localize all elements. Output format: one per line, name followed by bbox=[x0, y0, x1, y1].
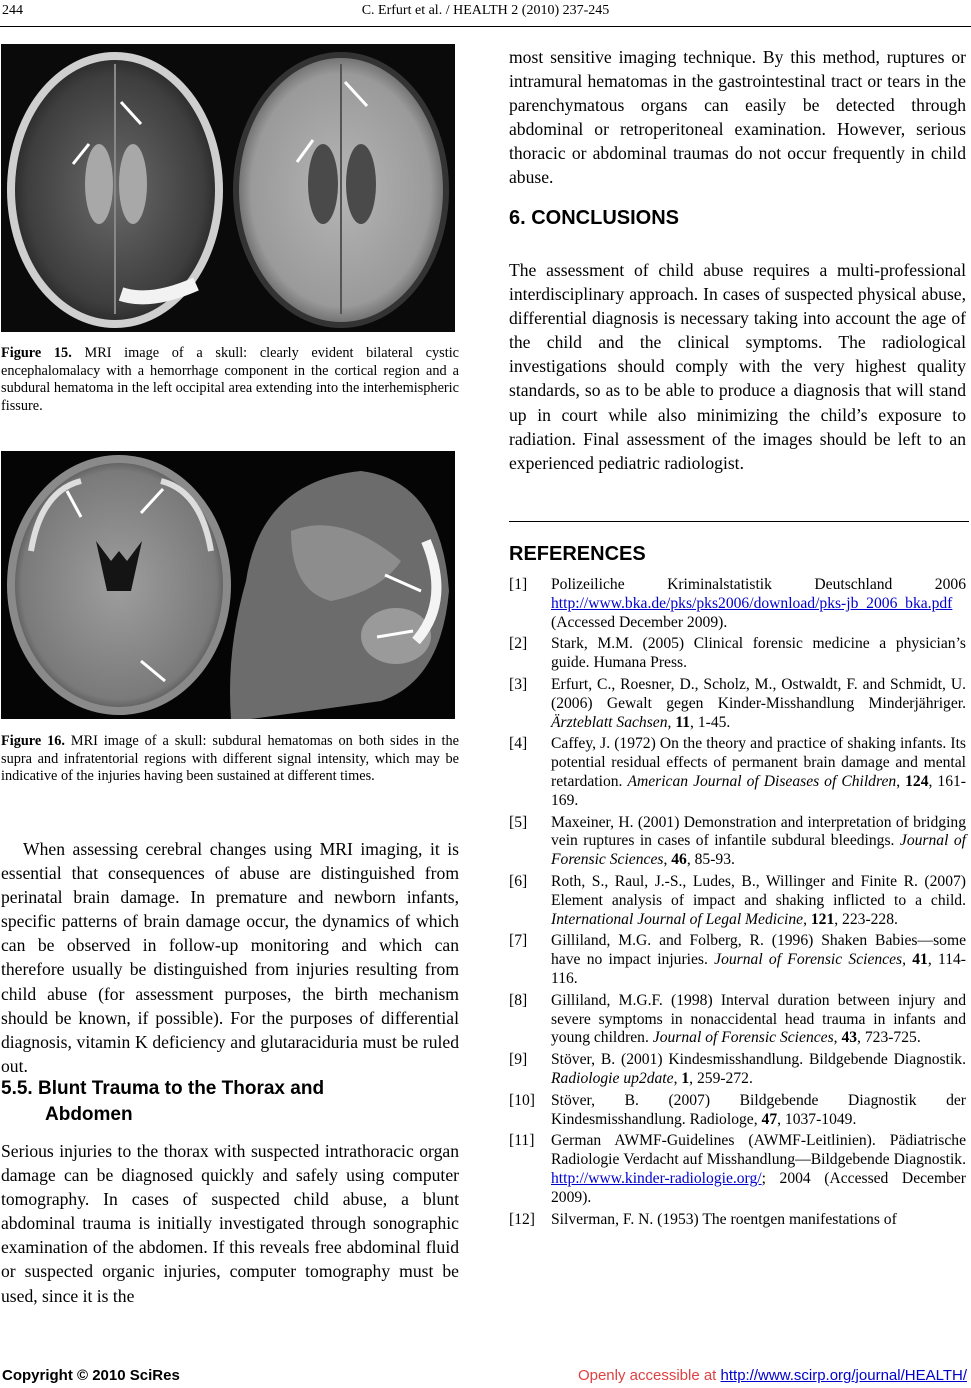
reference-volume: 11 bbox=[675, 713, 691, 731]
reference-volume: 121 bbox=[810, 910, 835, 928]
reference-sep: , bbox=[902, 951, 913, 969]
reference-sep: , bbox=[667, 713, 676, 731]
reference-sep: , bbox=[833, 1029, 842, 1047]
running-title: C. Erfurt et al. / HEALTH 2 (2010) 237-245 bbox=[361, 3, 610, 18]
page-number: 244 bbox=[2, 3, 23, 18]
reference-number: [1] bbox=[509, 576, 528, 593]
reference-item bbox=[509, 735, 966, 810]
reference-item bbox=[509, 814, 966, 870]
reference-sep: , bbox=[896, 772, 906, 790]
reference-item bbox=[509, 1132, 966, 1207]
figure-15-label: Figure 15. bbox=[1, 345, 72, 361]
section-5-5-heading bbox=[1, 1076, 459, 1128]
reference-number: [5] bbox=[509, 813, 528, 831]
figure-16-image bbox=[1, 451, 455, 719]
reference-journal: American Journal of Diseases of Children bbox=[627, 772, 897, 790]
reference-volume: 47 bbox=[761, 1110, 778, 1128]
reference-text: Caffey, J. (1972) On the theory and practice of shaking infants. Its potential residual effects of permanent brain damage and mental retardation. bbox=[551, 735, 966, 790]
references-divider bbox=[509, 521, 969, 522]
figure-16-caption bbox=[1, 733, 459, 786]
reference-item bbox=[509, 1092, 966, 1130]
reference-volume: 41 bbox=[912, 951, 928, 969]
reference-pages: , 85-93. bbox=[686, 851, 735, 869]
reference-link[interactable]: http://www.kinder-radiologie.org/ bbox=[551, 1169, 762, 1187]
reference-item bbox=[509, 1211, 966, 1230]
reference-item bbox=[509, 992, 966, 1048]
reference-number: [11] bbox=[509, 1132, 535, 1150]
paragraph-mri-assessment: When assessing cerebral changes using MRI imaging, it is essential that consequences of abuse are distinguished from perinatal brain damage. In premature and newborn infants, specific patterns of brain damage occur, the dynamics of which can be observed in follow-up monitoring and which can therefore usually be distinguished from injuries resulting from child abuse (for assessment purposes, the birth mechanism should be known, if possible). For the purposes of differential diagnosis, vitamin K deficiency and glutaraciduria must be ruled out. bbox=[1, 839, 459, 1076]
section-5-5-heading-line1: 5.5. Blunt Trauma to the Thorax and bbox=[1, 1078, 325, 1099]
reference-pages: , 114-116. bbox=[551, 951, 966, 987]
section-5-5-heading-line2: Abdomen bbox=[45, 1104, 133, 1125]
reference-item bbox=[509, 932, 966, 988]
right-column-continuation bbox=[509, 45, 966, 190]
figure-15-caption bbox=[1, 345, 459, 415]
references-heading: REFERENCES bbox=[509, 543, 646, 565]
header-divider bbox=[0, 26, 971, 27]
reference-text: Gilliland, M.G. and Folberg, R. (1996) Shaken Babies—some have no impact injuries. bbox=[551, 932, 966, 969]
reference-number: [3] bbox=[509, 675, 528, 693]
reference-number: [2] bbox=[509, 635, 528, 653]
reference-journal: Journal of Forensic Sciences bbox=[551, 832, 966, 869]
paragraph-blunt-trauma: Serious injuries to the thorax with suspected intrathoracic organ damage can be diagnosed quickly and safely using computer tomography. In cases of suspected child abuse, a blunt abdominal trauma is initially investigated through sonographic examination of the abdomen. If this reveals free abdominal fluid or suspected organic injuries, computer tomography must be used, since it is the bbox=[1, 1141, 459, 1306]
footer-access bbox=[578, 1367, 967, 1384]
footer-access-text: Openly accessible at bbox=[577, 1367, 721, 1384]
reference-journal: Journal of Forensic Sciences bbox=[714, 951, 903, 969]
reference-text: Polizeiliche Kriminalstatistik Deutschland 2006 bbox=[551, 576, 966, 593]
reference-text: Stöver, B. (2001) Kindesmisshandlung. Bildgebende Diagnostik. bbox=[551, 1051, 966, 1069]
reference-sep: , bbox=[803, 910, 811, 928]
footer-journal-link[interactable]: http://www.scirp.org/journal/HEALTH/ bbox=[720, 1367, 967, 1384]
reference-number: [7] bbox=[509, 932, 528, 950]
paragraph-conclusions: The assessment of child abuse requires a multi-professional interdisciplinary approach. In cases of suspected physical abuse, differential diagnosis is necessary taking into account the age of the child and the clinical symptoms. The radiological investigations should comply with the very highest quality standards, so as to be able to produce a diagnosis that will stand up in court while also minimizing the child’s exposure to radiation. Final assessment of the images should be left to an experienced pediatric radiologist. bbox=[509, 260, 966, 473]
reference-sep: , bbox=[663, 851, 672, 869]
reference-number: [4] bbox=[509, 735, 528, 753]
reference-text: Stark, M.M. (2005) Clinical forensic medicine a physician’s guide. Humana Press. bbox=[551, 635, 966, 672]
reference-pages: , 161-169. bbox=[551, 772, 966, 809]
left-column-paragraph-1 bbox=[1, 837, 459, 1078]
reference-item bbox=[509, 635, 966, 673]
reference-number: [12] bbox=[509, 1210, 535, 1228]
figure-16-label: Figure 16. bbox=[1, 733, 66, 749]
reference-pages: , 223-228. bbox=[834, 910, 898, 928]
reference-item bbox=[509, 576, 966, 632]
reference-text: Roth, S., Raul, J.-S., Ludes, B., Willinger and Finite R. (2007) Element analysis of impact and shaking inflicted to a child. bbox=[551, 872, 966, 909]
reference-number: [10] bbox=[509, 1091, 535, 1109]
left-column-paragraph-2 bbox=[1, 1139, 459, 1308]
reference-text-end: (Accessed December 2009). bbox=[551, 613, 728, 631]
reference-text-end: ; 2004 (Accessed December 2009). bbox=[551, 1169, 966, 1206]
figure-15-caption-text: MRI image of a skull: clearly evident bilateral cystic encephalomalacy with a hemorrhage component in the cortical region and a subdural hematoma in the left occipital area extending into the interhemispheric fissure. bbox=[1, 345, 460, 414]
reference-sep: , bbox=[673, 1069, 682, 1087]
figure-15-image bbox=[1, 44, 455, 332]
references-list bbox=[509, 576, 966, 1232]
conclusions-body bbox=[509, 258, 966, 475]
reference-journal: Radiologie up2date bbox=[551, 1069, 674, 1087]
reference-journal: Ärzteblatt Sachsen bbox=[551, 713, 668, 731]
reference-pages: , 1-45. bbox=[690, 713, 731, 731]
reference-volume: 46 bbox=[671, 851, 687, 869]
reference-pages: , 259-272. bbox=[689, 1069, 753, 1087]
reference-pages: , 1037-1049. bbox=[777, 1110, 857, 1128]
reference-volume: 124 bbox=[905, 772, 929, 790]
reference-text: Stöver, B. (2007) Bildgebende Diagnostik der Kindesmisshandlung. Radiologe, bbox=[551, 1091, 966, 1128]
reference-text: Maxeiner, H. (2001) Demonstration and interpretation of bridging vein ruptures in cases of infantile subdural bleedings. bbox=[551, 813, 966, 850]
paragraph-continuation: most sensitive imaging technique. By this method, ruptures or intramural hematomas in the gastrointestinal tract or tears in the parenchymatous organs can easily be detected through abdominal or retroperitoneal examination. However, serious thoracic or abdominal traumas do not occur frequently in child abuse. bbox=[509, 47, 966, 188]
reference-item bbox=[509, 676, 966, 732]
reference-number: [6] bbox=[509, 872, 528, 890]
reference-volume: 43 bbox=[841, 1029, 858, 1047]
reference-journal: International Journal of Legal Medicine bbox=[551, 910, 804, 928]
reference-item bbox=[509, 1051, 966, 1089]
conclusions-heading: 6. CONCLUSIONS bbox=[509, 207, 680, 229]
reference-number: [9] bbox=[509, 1051, 528, 1069]
reference-volume: 1 bbox=[681, 1069, 690, 1087]
reference-number: [8] bbox=[509, 991, 528, 1009]
reference-text: Erfurt, C., Roesner, D., Scholz, M., Ostwaldt, F. and Schmidt, U. (2006) Gewalt gegen Kinder-Misshandlung Minderjähriger. bbox=[551, 675, 966, 712]
reference-link[interactable]: http://www.bka.de/pks/pks2006/download/pks-jb_2006_bka.pdf bbox=[551, 594, 953, 612]
reference-text: Gilliland, M.G.F. (1998) Interval duration between injury and severe symptoms in nonaccidental head trauma in infants and young children. bbox=[551, 991, 966, 1047]
figure-16-caption-text: MRI image of a skull: subdural hematomas on both sides in the supra and infratentorial regions with different signal intensity, which may be indicative of the injuries having been sustained at different times. bbox=[1, 733, 459, 784]
reference-item bbox=[509, 873, 966, 929]
reference-text: German AWMF-Guidelines (AWMF-Leitlinien). Pädiatrische Radiologie Verdacht auf Misshandlung—Bildgebende Diagnostik. bbox=[551, 1132, 966, 1169]
reference-pages: , 723-725. bbox=[857, 1029, 921, 1047]
reference-text: Silverman, F. N. (1953) The roentgen manifestations of bbox=[551, 1210, 897, 1228]
footer-copyright: Copyright © 2010 SciRes bbox=[2, 1367, 180, 1384]
reference-journal: Journal of Forensic Sciences bbox=[652, 1029, 834, 1047]
